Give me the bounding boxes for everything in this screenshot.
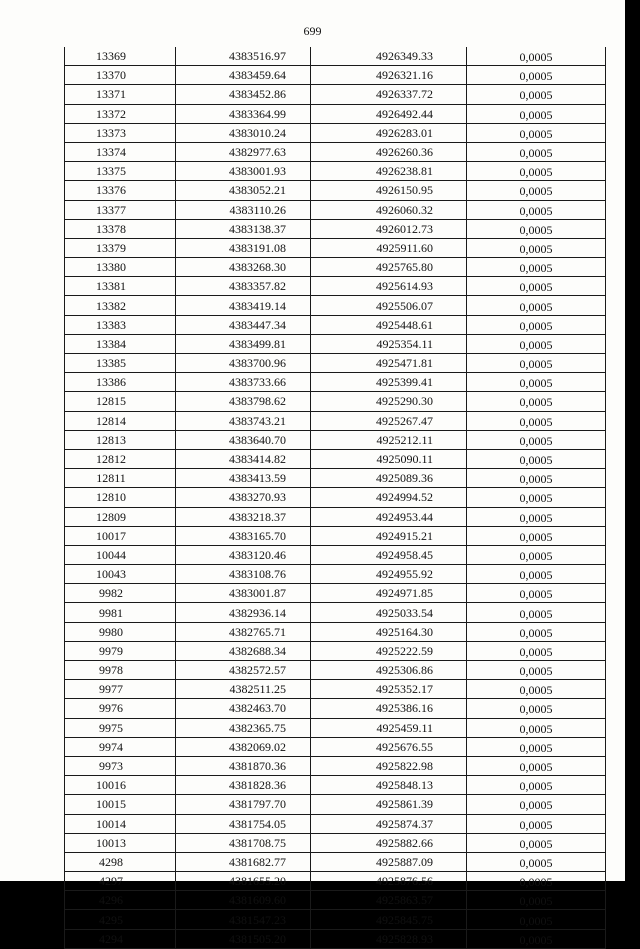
error-cell: 0,0005	[467, 718, 606, 737]
point-number-cell: 9975	[65, 718, 176, 737]
error-cell: 0,0005	[467, 776, 606, 795]
table-row	[65, 238, 606, 257]
point-number-cell: 9981	[65, 603, 176, 622]
table-row	[65, 258, 606, 277]
table-row	[65, 661, 606, 680]
x-coordinate-cell: 4383499.81	[176, 334, 311, 353]
table-row	[65, 392, 606, 411]
y-coordinate-cell: 4926337.72	[311, 85, 467, 104]
error-cell: 0,0005	[467, 449, 606, 468]
point-number-cell: 13385	[65, 354, 176, 373]
table-row	[65, 411, 606, 430]
x-coordinate-cell: 4382069.02	[176, 737, 311, 756]
table-row	[65, 85, 606, 104]
error-cell: 0,0005	[467, 929, 606, 948]
table-row	[65, 641, 606, 660]
y-coordinate-cell: 4926492.44	[311, 104, 467, 123]
point-number-cell: 13369	[65, 47, 176, 66]
point-number-cell: 13377	[65, 200, 176, 219]
x-coordinate-cell: 4383419.14	[176, 296, 311, 315]
point-number-cell: 4298	[65, 852, 176, 871]
table-row	[65, 66, 606, 85]
x-coordinate-cell: 4383364.99	[176, 104, 311, 123]
table-row	[65, 449, 606, 468]
point-number-cell: 13382	[65, 296, 176, 315]
y-coordinate-cell: 4925863.57	[311, 891, 467, 910]
y-coordinate-cell: 4925090.11	[311, 449, 467, 468]
point-number-cell: 12815	[65, 392, 176, 411]
x-coordinate-cell: 4381505.20	[176, 929, 311, 948]
point-number-cell: 9977	[65, 680, 176, 699]
error-cell: 0,0005	[467, 334, 606, 353]
point-number-cell: 13372	[65, 104, 176, 123]
y-coordinate-cell: 4924955.92	[311, 565, 467, 584]
error-cell: 0,0005	[467, 699, 606, 718]
point-number-cell: 9980	[65, 622, 176, 641]
error-cell: 0,0005	[467, 872, 606, 891]
table-row	[65, 123, 606, 142]
x-coordinate-cell: 4381828.36	[176, 776, 311, 795]
error-cell: 0,0005	[467, 430, 606, 449]
x-coordinate-cell: 4383459.64	[176, 66, 311, 85]
y-coordinate-cell: 4924958.45	[311, 545, 467, 564]
y-coordinate-cell: 4925290.30	[311, 392, 467, 411]
y-coordinate-cell: 4925212.11	[311, 430, 467, 449]
table-row	[65, 622, 606, 641]
y-coordinate-cell: 4925874.37	[311, 814, 467, 833]
y-coordinate-cell: 4924971.85	[311, 584, 467, 603]
y-coordinate-cell: 4925876.56	[311, 872, 467, 891]
x-coordinate-cell: 4383108.76	[176, 565, 311, 584]
point-number-cell: 12809	[65, 507, 176, 526]
coordinates-table	[64, 47, 606, 949]
error-cell: 0,0005	[467, 526, 606, 545]
table-row	[65, 852, 606, 871]
point-number-cell: 10043	[65, 565, 176, 584]
y-coordinate-cell: 4926238.81	[311, 162, 467, 181]
x-coordinate-cell: 4383268.30	[176, 258, 311, 277]
error-cell: 0,0005	[467, 488, 606, 507]
point-number-cell: 13374	[65, 142, 176, 161]
x-coordinate-cell: 4383414.82	[176, 449, 311, 468]
table-row	[65, 795, 606, 814]
x-coordinate-cell: 4383357.82	[176, 277, 311, 296]
table-row	[65, 430, 606, 449]
table-row	[65, 277, 606, 296]
y-coordinate-cell: 4925352.17	[311, 680, 467, 699]
error-cell: 0,0005	[467, 507, 606, 526]
point-number-cell: 10015	[65, 795, 176, 814]
table-row	[65, 315, 606, 334]
error-cell: 0,0005	[467, 661, 606, 680]
x-coordinate-cell: 4383516.97	[176, 47, 311, 66]
y-coordinate-cell: 4924994.52	[311, 488, 467, 507]
y-coordinate-cell: 4925676.55	[311, 737, 467, 756]
error-cell: 0,0005	[467, 47, 606, 66]
error-cell: 0,0005	[467, 910, 606, 929]
x-coordinate-cell: 4383001.93	[176, 162, 311, 181]
y-coordinate-cell: 4925765.80	[311, 258, 467, 277]
y-coordinate-cell: 4925845.75	[311, 910, 467, 929]
point-number-cell: 13383	[65, 315, 176, 334]
error-cell: 0,0005	[467, 85, 606, 104]
x-coordinate-cell: 4383640.70	[176, 430, 311, 449]
error-cell: 0,0005	[467, 123, 606, 142]
table-row	[65, 545, 606, 564]
table-row	[65, 488, 606, 507]
y-coordinate-cell: 4925222.59	[311, 641, 467, 660]
error-cell: 0,0005	[467, 392, 606, 411]
table-row	[65, 680, 606, 699]
point-number-cell: 10044	[65, 545, 176, 564]
y-coordinate-cell: 4926012.73	[311, 219, 467, 238]
x-coordinate-cell: 4381754.05	[176, 814, 311, 833]
y-coordinate-cell: 4925267.47	[311, 411, 467, 430]
error-cell: 0,0005	[467, 238, 606, 257]
error-cell: 0,0005	[467, 565, 606, 584]
y-coordinate-cell: 4926283.01	[311, 123, 467, 142]
x-coordinate-cell: 4382511.25	[176, 680, 311, 699]
x-coordinate-cell: 4383413.59	[176, 469, 311, 488]
x-coordinate-cell: 4382572.57	[176, 661, 311, 680]
point-number-cell: 13381	[65, 277, 176, 296]
y-coordinate-cell: 4925828.93	[311, 929, 467, 948]
point-number-cell: 4297	[65, 872, 176, 891]
error-cell: 0,0005	[467, 296, 606, 315]
x-coordinate-cell: 4383798.62	[176, 392, 311, 411]
error-cell: 0,0005	[467, 354, 606, 373]
error-cell: 0,0005	[467, 258, 606, 277]
y-coordinate-cell: 4925911.60	[311, 238, 467, 257]
point-number-cell: 12813	[65, 430, 176, 449]
error-cell: 0,0005	[467, 680, 606, 699]
point-number-cell: 13386	[65, 373, 176, 392]
x-coordinate-cell: 4383110.26	[176, 200, 311, 219]
x-coordinate-cell: 4381870.36	[176, 756, 311, 775]
x-coordinate-cell: 4383010.24	[176, 123, 311, 142]
y-coordinate-cell: 4926150.95	[311, 181, 467, 200]
y-coordinate-cell: 4925164.30	[311, 622, 467, 641]
x-coordinate-cell: 4383743.21	[176, 411, 311, 430]
table-row	[65, 776, 606, 795]
point-number-cell: 9982	[65, 584, 176, 603]
y-coordinate-cell: 4926321.16	[311, 66, 467, 85]
table-row	[65, 603, 606, 622]
table-row	[65, 699, 606, 718]
y-coordinate-cell: 4925614.93	[311, 277, 467, 296]
table-row	[65, 737, 606, 756]
y-coordinate-cell: 4925471.81	[311, 354, 467, 373]
point-number-cell: 13370	[65, 66, 176, 85]
x-coordinate-cell: 4382365.75	[176, 718, 311, 737]
page-number: 699	[303, 24, 322, 38]
point-number-cell: 13379	[65, 238, 176, 257]
table-row	[65, 718, 606, 737]
point-number-cell: 13376	[65, 181, 176, 200]
point-number-cell: 10013	[65, 833, 176, 852]
error-cell: 0,0005	[467, 200, 606, 219]
y-coordinate-cell: 4925882.66	[311, 833, 467, 852]
table-row	[65, 104, 606, 123]
point-number-cell: 13375	[65, 162, 176, 181]
error-cell: 0,0005	[467, 411, 606, 430]
point-number-cell: 13380	[65, 258, 176, 277]
error-cell: 0,0005	[467, 277, 606, 296]
error-cell: 0,0005	[467, 66, 606, 85]
table-row	[65, 219, 606, 238]
x-coordinate-cell: 4383052.21	[176, 181, 311, 200]
y-coordinate-cell: 4925887.09	[311, 852, 467, 871]
point-number-cell: 13378	[65, 219, 176, 238]
x-coordinate-cell: 4381547.23	[176, 910, 311, 929]
table-row	[65, 910, 606, 929]
x-coordinate-cell: 4383218.37	[176, 507, 311, 526]
error-cell: 0,0005	[467, 737, 606, 756]
y-coordinate-cell: 4925354.11	[311, 334, 467, 353]
error-cell: 0,0005	[467, 315, 606, 334]
error-cell: 0,0005	[467, 795, 606, 814]
x-coordinate-cell: 4383270.93	[176, 488, 311, 507]
coordinates-table-body	[65, 47, 606, 948]
x-coordinate-cell: 4381708.75	[176, 833, 311, 852]
table-row	[65, 334, 606, 353]
error-cell: 0,0005	[467, 891, 606, 910]
point-number-cell: 13384	[65, 334, 176, 353]
point-number-cell: 9979	[65, 641, 176, 660]
point-number-cell: 12811	[65, 469, 176, 488]
table-row	[65, 565, 606, 584]
error-cell: 0,0005	[467, 469, 606, 488]
table-row	[65, 373, 606, 392]
x-coordinate-cell: 4381609.60	[176, 891, 311, 910]
point-number-cell: 9973	[65, 756, 176, 775]
x-coordinate-cell: 4383733.66	[176, 373, 311, 392]
point-number-cell: 12810	[65, 488, 176, 507]
x-coordinate-cell: 4383191.08	[176, 238, 311, 257]
x-coordinate-cell: 4383138.37	[176, 219, 311, 238]
point-number-cell: 10014	[65, 814, 176, 833]
y-coordinate-cell: 4926260.36	[311, 142, 467, 161]
x-coordinate-cell: 4383700.96	[176, 354, 311, 373]
table-row	[65, 142, 606, 161]
y-coordinate-cell: 4925822.98	[311, 756, 467, 775]
table-row	[65, 891, 606, 910]
point-number-cell: 4294	[65, 929, 176, 948]
x-coordinate-cell: 4381655.20	[176, 872, 311, 891]
y-coordinate-cell: 4925089.36	[311, 469, 467, 488]
point-number-cell: 9976	[65, 699, 176, 718]
y-coordinate-cell: 4924953.44	[311, 507, 467, 526]
x-coordinate-cell: 4382688.34	[176, 641, 311, 660]
table-row	[65, 756, 606, 775]
error-cell: 0,0005	[467, 104, 606, 123]
table-row	[65, 162, 606, 181]
y-coordinate-cell: 4925306.86	[311, 661, 467, 680]
error-cell: 0,0005	[467, 756, 606, 775]
table-row	[65, 526, 606, 545]
point-number-cell: 10017	[65, 526, 176, 545]
error-cell: 0,0005	[467, 833, 606, 852]
error-cell: 0,0005	[467, 584, 606, 603]
point-number-cell: 9974	[65, 737, 176, 756]
x-coordinate-cell: 4382936.14	[176, 603, 311, 622]
x-coordinate-cell: 4382977.63	[176, 142, 311, 161]
error-cell: 0,0005	[467, 814, 606, 833]
error-cell: 0,0005	[467, 219, 606, 238]
y-coordinate-cell: 4925848.13	[311, 776, 467, 795]
error-cell: 0,0005	[467, 545, 606, 564]
error-cell: 0,0005	[467, 373, 606, 392]
error-cell: 0,0005	[467, 142, 606, 161]
error-cell: 0,0005	[467, 181, 606, 200]
table-row	[65, 469, 606, 488]
x-coordinate-cell: 4383165.70	[176, 526, 311, 545]
point-number-cell: 12814	[65, 411, 176, 430]
x-coordinate-cell: 4383001.87	[176, 584, 311, 603]
y-coordinate-cell: 4925861.39	[311, 795, 467, 814]
y-coordinate-cell: 4926349.33	[311, 47, 467, 66]
x-coordinate-cell: 4381797.70	[176, 795, 311, 814]
error-cell: 0,0005	[467, 641, 606, 660]
x-coordinate-cell: 4383452.86	[176, 85, 311, 104]
point-number-cell: 4296	[65, 891, 176, 910]
error-cell: 0,0005	[467, 162, 606, 181]
table-row	[65, 929, 606, 948]
x-coordinate-cell: 4383447.34	[176, 315, 311, 334]
point-number-cell: 4295	[65, 910, 176, 929]
table-row	[65, 200, 606, 219]
table-row	[65, 47, 606, 66]
x-coordinate-cell: 4381682.77	[176, 852, 311, 871]
x-coordinate-cell: 4383120.46	[176, 545, 311, 564]
y-coordinate-cell: 4924915.21	[311, 526, 467, 545]
table-row	[65, 814, 606, 833]
point-number-cell: 12812	[65, 449, 176, 468]
table-row	[65, 507, 606, 526]
y-coordinate-cell: 4926060.32	[311, 200, 467, 219]
table-row	[65, 584, 606, 603]
y-coordinate-cell: 4925399.41	[311, 373, 467, 392]
y-coordinate-cell: 4925448.61	[311, 315, 467, 334]
point-number-cell: 13371	[65, 85, 176, 104]
x-coordinate-cell: 4382463.70	[176, 699, 311, 718]
y-coordinate-cell: 4925506.07	[311, 296, 467, 315]
table-row	[65, 354, 606, 373]
y-coordinate-cell: 4925386.16	[311, 699, 467, 718]
y-coordinate-cell: 4925459.11	[311, 718, 467, 737]
point-number-cell: 13373	[65, 123, 176, 142]
table-row	[65, 296, 606, 315]
table-row	[65, 833, 606, 852]
table-row	[65, 872, 606, 891]
table-row	[65, 181, 606, 200]
error-cell: 0,0005	[467, 852, 606, 871]
y-coordinate-cell: 4925033.54	[311, 603, 467, 622]
point-number-cell: 9978	[65, 661, 176, 680]
error-cell: 0,0005	[467, 622, 606, 641]
error-cell: 0,0005	[467, 603, 606, 622]
point-number-cell: 10016	[65, 776, 176, 795]
x-coordinate-cell: 4382765.71	[176, 622, 311, 641]
